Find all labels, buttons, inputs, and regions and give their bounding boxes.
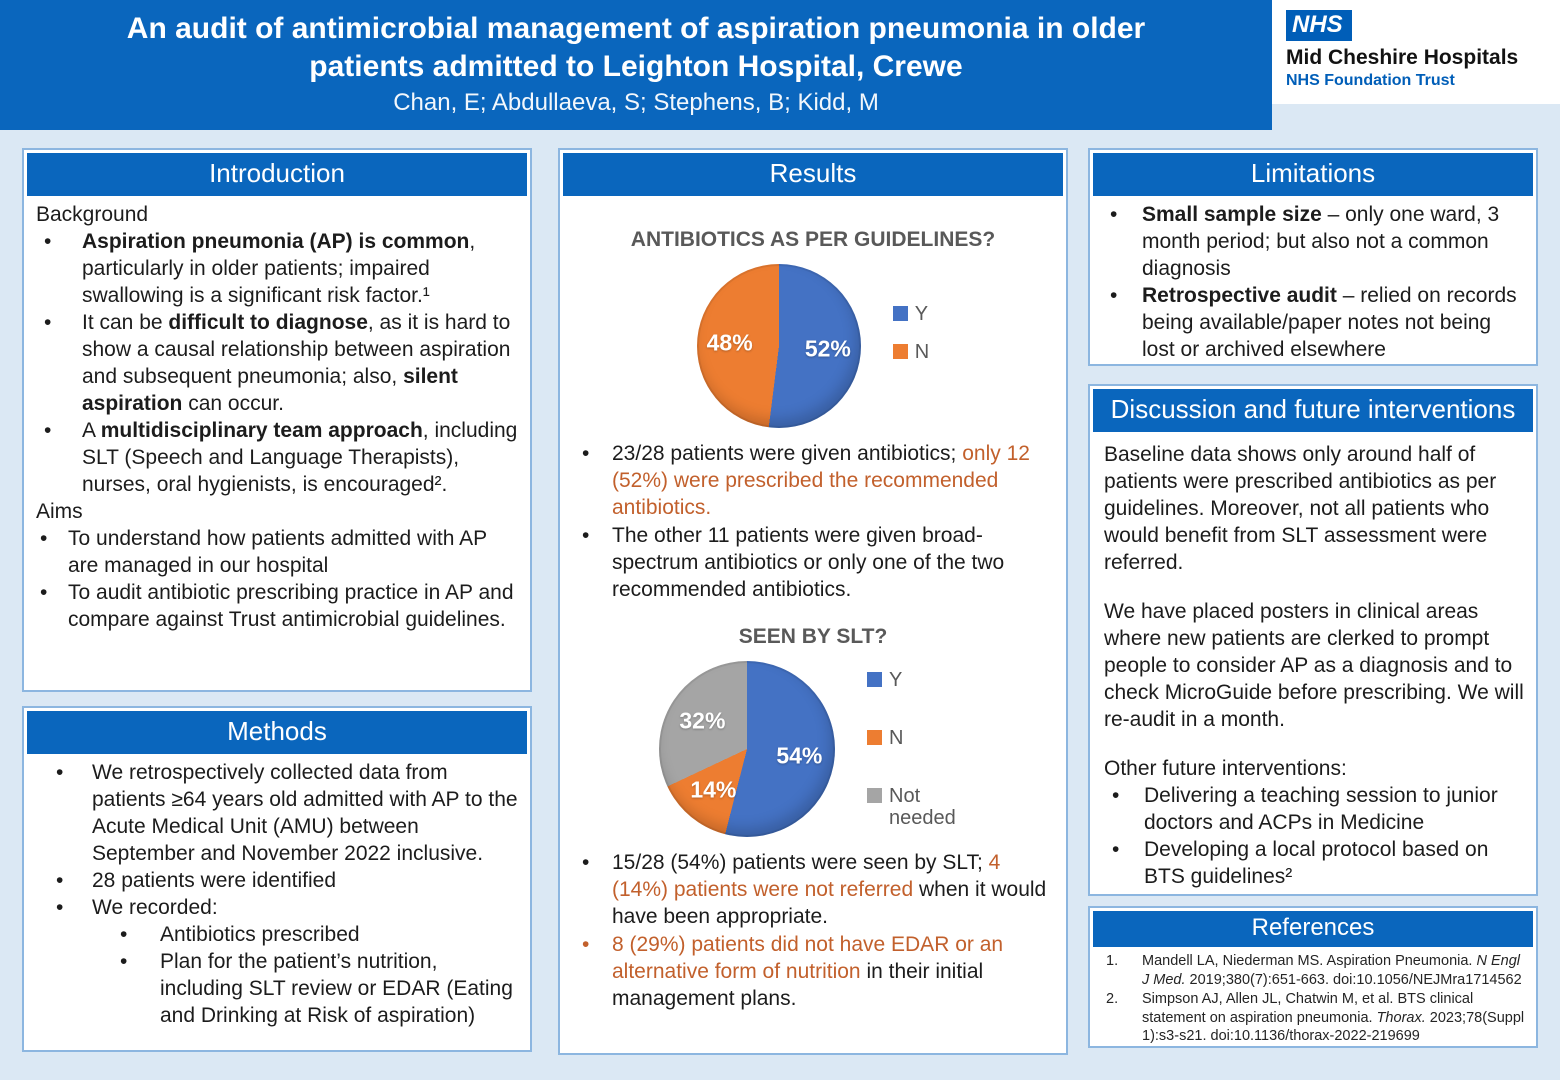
poster-title (0, 0, 1272, 86)
limitations-bullet (1102, 282, 1526, 363)
text-segment: Antibiotics prescribed (160, 923, 360, 946)
methods-bullet-sublist (92, 921, 520, 1029)
legend-label: Not needed (889, 785, 956, 829)
pie-value-label: 32% (679, 707, 726, 734)
discussion-bullet-list (1104, 782, 1526, 890)
background-bullet (36, 228, 520, 309)
methods-bullet-subitem (92, 921, 520, 948)
text-segment: Thorax. (1376, 1009, 1426, 1026)
discussion-bullet (1104, 782, 1526, 836)
text-segment: 23/28 patients were given antibiotics; (612, 442, 963, 465)
methods-bullet (36, 867, 520, 894)
legend-item (867, 669, 967, 691)
text-segment: can occur. (182, 392, 284, 415)
chart2 (560, 661, 1066, 837)
text-segment: only 12 (52%) were prescribed the recommended antibiotics. (612, 442, 1030, 519)
text-segment: Delivering a teaching session to junior doctors and ACPs in Medicine (1144, 784, 1498, 834)
introduction-panel (22, 148, 532, 692)
text-segment: Aspiration pneumonia (AP) is common (82, 230, 470, 253)
nhs-logo-mark: NHS (1286, 10, 1352, 41)
aims-bullet-list (36, 525, 520, 633)
chart2-title: SEEN BY SLT? (738, 625, 888, 648)
text-segment: We recorded: (92, 896, 218, 919)
legend-label: N (889, 727, 904, 749)
discussion-title: Discussion and future interventions (1093, 389, 1533, 432)
text-segment: 2019;380(7):651-663. doi:10.1056/NEJMra1714562 (1185, 971, 1522, 988)
chart2-pie (659, 661, 835, 837)
methods-title: Methods (27, 711, 527, 754)
text-segment: 15/28 (54%) patients were seen by SLT; (612, 851, 989, 874)
results-bullet (576, 931, 1052, 1012)
results-chart1-bullet-list (576, 440, 1052, 603)
nhs-trust-name: NHS Foundation Trust (1286, 72, 1455, 89)
legend-swatch (867, 730, 882, 745)
chart1 (560, 264, 1066, 428)
legend-label: Y (914, 303, 929, 325)
chart2-legend (867, 669, 967, 829)
limitations-panel (1088, 148, 1538, 366)
discussion-bullet (1104, 836, 1526, 890)
text-segment: Retrospective audit (1142, 284, 1337, 307)
limitations-bullet (1102, 201, 1526, 282)
text-segment: in their initial management plans. (612, 960, 984, 1010)
methods-panel (22, 706, 532, 1052)
methods-bullet-list (36, 759, 520, 1029)
text-segment: We retrospectively collected data from patients ≥64 years old admitted with AP to the Acute Medical Unit (AMU) between September and November 2022 inclusive. (92, 761, 518, 865)
text-segment: difficult to diagnose (168, 311, 368, 334)
text-segment: 2023;78(Suppl 1):s3-s21. doi:10.1136/thorax-2022-219699 (1142, 1009, 1525, 1044)
text-segment: Simpson AJ, Allen JL, Chatwin M, et al. BTS clinical statement on aspiration pneumonia. (1142, 991, 1474, 1026)
text-segment: 28 patients were identified (92, 869, 336, 892)
text-segment: when it would have been appropriate. (612, 878, 1047, 928)
legend-swatch (867, 672, 882, 687)
poster-title-line1: An audit of antimicrobial management of aspiration pneumonia in older (126, 12, 1146, 45)
text-segment: , including SLT (Speech and Language Therapists), nurses, oral hygienists, is encouraged². (82, 419, 518, 496)
legend-swatch (893, 306, 908, 321)
references-title: References (1093, 911, 1533, 947)
results-chart2-bullet-list (576, 849, 1052, 1012)
discussion-paragraph-1: Baseline data shows only around half of patients were prescribed antibiotics as per guidelines. Moreover, not all patients who would benefit from SLT assessment were referred. (1104, 443, 1497, 574)
reference-item (1098, 990, 1528, 1046)
chart1-legend (893, 303, 929, 363)
reference-item (1098, 952, 1528, 989)
poster-authors: Chan, E; Abdullaeva, S; Stephens, B; Kidd, M (393, 89, 879, 116)
background-bullet-list (36, 228, 520, 498)
text-segment: – only one ward, 3 month period; but also not a common diagnosis (1142, 203, 1500, 280)
text-segment: To audit antibiotic prescribing practice in AP and compare against Trust antimicrobial guidelines. (68, 581, 514, 631)
legend-item (867, 785, 967, 829)
discussion-panel (1088, 384, 1538, 896)
poster-title-line2: patients admitted to Leighton Hospital, Crewe (309, 50, 963, 83)
chart1-title: ANTIBIOTICS AS PER GUIDELINES? (630, 228, 996, 251)
text-segment: multidisciplinary team approach (100, 419, 423, 442)
legend-item (867, 727, 967, 749)
chart1-pie (697, 264, 861, 428)
limitations-title: Limitations (1093, 153, 1533, 196)
results-bullet (576, 522, 1052, 603)
introduction-title: Introduction (27, 153, 527, 196)
pie-value-label: 14% (690, 776, 737, 803)
legend-item (893, 303, 929, 325)
text-segment: silent aspiration (82, 365, 458, 415)
text-segment: Developing a local protocol based on BTS guidelines² (1144, 838, 1489, 888)
nhs-org-name: Mid Cheshire Hospitals (1286, 46, 1519, 69)
text-segment: 4 (14%) patients were not referred (612, 851, 1001, 901)
nhs-logo (1272, 0, 1560, 104)
header-band (0, 0, 1272, 130)
text-segment: 8 (29%) patients did not have EDAR or an alternative form of nutrition (612, 933, 1004, 983)
limitations-bullet-list (1102, 201, 1526, 363)
legend-item (893, 341, 929, 363)
references-panel (1088, 906, 1538, 1048)
text-segment: Plan for the patient’s nutrition, including SLT review or EDAR (Eating and Drinking at Risk of aspiration) (160, 950, 513, 1027)
text-segment: The other 11 patients were given broad-spectrum antibiotics or only one of the two recommended antibiotics. (612, 524, 1005, 601)
text-segment: Small sample size (1142, 203, 1322, 226)
text-segment: , particularly in older patients; impaired swallowing is a significant risk factor.¹ (82, 230, 476, 307)
methods-bullet (36, 759, 520, 867)
results-bullet (576, 440, 1052, 521)
other-interventions-label: Other future interventions: (1104, 757, 1347, 780)
pie-value-label: 48% (706, 329, 753, 356)
text-segment: To understand how patients admitted with AP are managed in our hospital (68, 527, 487, 577)
background-bullet (36, 309, 520, 417)
aims-bullet (36, 579, 520, 633)
text-segment: – relied on records being available/paper notes not being lost or archived elsewhere (1142, 284, 1517, 361)
legend-label: N (914, 341, 930, 363)
background-label: Background (36, 203, 149, 226)
results-title: Results (563, 153, 1063, 196)
legend-label: Y (889, 669, 903, 691)
text-segment: , as it is hard to show a causal relationship between aspiration and subsequent pneumonia; also, (82, 311, 511, 388)
background-bullet (36, 417, 520, 498)
text-segment: A (82, 419, 101, 442)
pie-value-label: 54% (776, 742, 823, 769)
legend-swatch (893, 344, 908, 359)
aims-bullet (36, 525, 520, 579)
text-segment: It can be (82, 311, 169, 334)
text-segment: Mandell LA, Niederman MS. Aspiration Pneumonia. (1142, 953, 1477, 969)
pie-value-label: 52% (804, 335, 851, 362)
text-segment: N Engl J Med. (1142, 953, 1521, 988)
methods-bullet (36, 894, 520, 1029)
results-bullet (576, 849, 1052, 930)
references-list (1090, 950, 1536, 1046)
discussion-paragraph-2: We have placed posters in clinical areas where new patients are clerked to prompt people to consider AP as a diagnosis and to check MicroGuide before prescribing. We will re-audit in a month. (1104, 600, 1524, 731)
legend-swatch (867, 788, 882, 803)
aims-label: Aims (36, 500, 83, 523)
results-panel (558, 148, 1068, 1055)
methods-bullet-subitem (92, 948, 520, 1029)
